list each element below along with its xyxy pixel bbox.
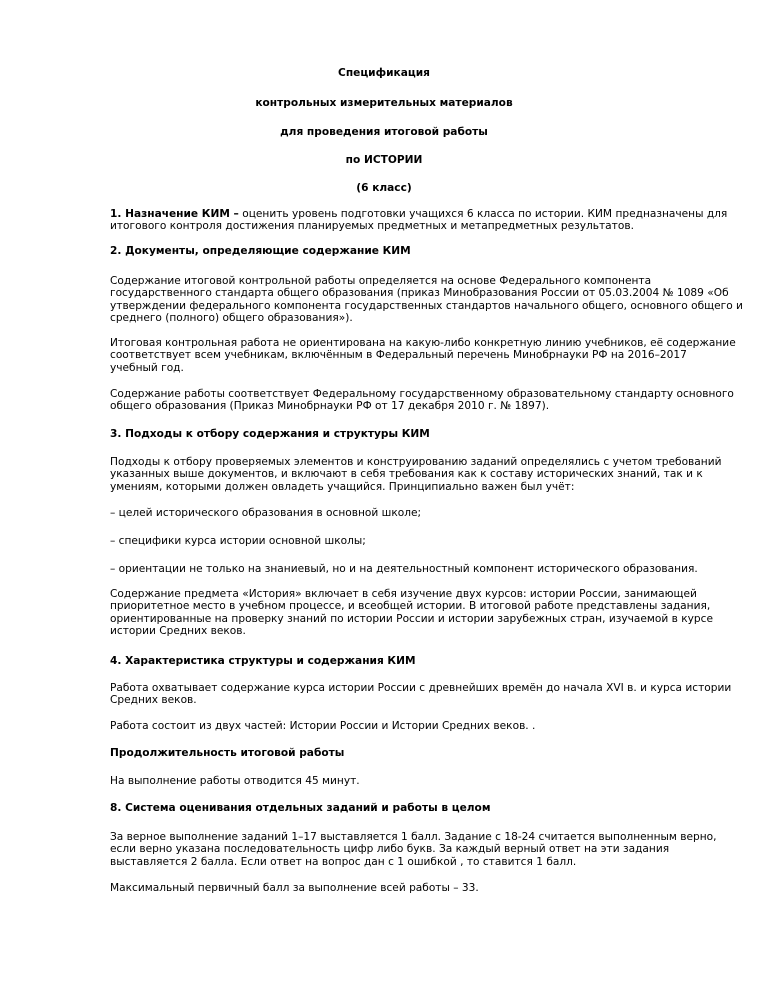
paragraph-line: если верно указана последовательность цифр либо букв. За каждый верный ответ на эти задания	[110, 843, 670, 856]
title-line-1: Спецификация	[338, 67, 430, 79]
paragraph-line: Содержание работы соответствует Федеральному государственному образовательному стандарту основного	[110, 388, 734, 400]
paragraph-line: соответствует всем учебникам, включённым в Федеральный перечень Минобрнауки РФ на 2016–2017	[110, 349, 687, 362]
section-2-heading: 2. Документы, определяющие содержание КИМ	[110, 245, 411, 257]
section-8-paragraph-2: Максимальный первичный балл за выполнение всей работы – 33.	[110, 882, 479, 894]
title-line-2: контрольных измерительных материалов	[255, 97, 513, 109]
paragraph-line: Работа охватывает содержание курса истории России с древнейших времён до начала XVI в. и курса истории	[110, 682, 732, 694]
duration-text: На выполнение работы отводится 45 минут.	[110, 775, 360, 787]
section-4-paragraph-1	[110, 682, 732, 707]
section-1-line-1	[110, 208, 728, 220]
paragraph-line: общего образования (Приказ Минобрнауки РФ от 17 декабря 2010 г. № 1897).	[110, 400, 550, 413]
section-4-paragraph-2: Работа состоит из двух частей: Истории России и Истории Средних веков. .	[110, 720, 536, 732]
paragraph-line: выставляется 2 балла. Если ответ на вопрос дан с 1 ошибкой , то ставится 1 балл.	[110, 855, 577, 868]
paragraph-line: Средних веков.	[110, 694, 197, 707]
section-1-heading: 1. Назначение КИМ –	[110, 208, 239, 220]
paragraph-line: государственного стандарта общего образования (приказ Минобразования России от 05.03.2004 № 1089 «Об	[110, 287, 729, 300]
paragraph-line: Подходы к отбору проверяемых элементов и конструированию заданий определялись с учетом требований	[110, 456, 722, 468]
section-3-paragraph-1	[110, 456, 722, 493]
paragraph-line: истории Средних веков.	[110, 625, 246, 638]
section-8-paragraph-1	[110, 831, 716, 868]
paragraph-line: Содержание предмета «История» включает в себя изучение двух курсов: истории России, занимающей	[110, 588, 697, 600]
paragraph-line: Итоговая контрольная работа не ориентирована на какую-либо конкретную линию учебников, её содержание	[110, 337, 736, 349]
section-3-heading: 3. Подходы к отбору содержания и структуры КИМ	[110, 428, 430, 440]
paragraph-line: указанных выше документов, и включают в себя требования как к составу исторических знаний, так и к	[110, 468, 703, 481]
paragraph-line: За верное выполнение заданий 1–17 выставляется 1 балл. Задание с 18-24 считается выполненным верно,	[110, 831, 717, 843]
paragraph-line: Содержание итоговой контрольной работы определяется на основе Федерального компонента	[110, 275, 652, 287]
duration-heading: Продолжительность итоговой работы	[110, 747, 345, 759]
title-line-3: для проведения итоговой работы	[280, 126, 488, 138]
paragraph-line: приоритетное место в учебном процессе, и всеобщей истории. В итоговой работе представлены задания,	[110, 600, 711, 613]
section-8-heading: 8. Система оценивания отдельных заданий и работы в целом	[110, 802, 491, 814]
section-1-line-2: итогового контроля достижения планируемых предметных и метапредметных результатов.	[110, 220, 634, 233]
title-line-4: по ИСТОРИИ	[345, 154, 423, 166]
section-2-paragraph-2	[110, 337, 736, 374]
list-item-1: – целей исторического образования в основной школе;	[110, 507, 422, 519]
section-1-line-1-text: оценить уровень подготовки учащихся 6 класса по истории. КИМ предназначены для	[238, 208, 728, 220]
paragraph-line: среднего (полного) общего образования»).	[110, 312, 353, 325]
title-line-5: (6 класс)	[356, 182, 412, 194]
section-4-heading: 4. Характеристика структуры и содержания КИМ	[110, 655, 416, 667]
section-2-paragraph-1	[110, 275, 743, 325]
paragraph-line: утверждении федерального компонента государственных стандартов начального общего, основного общего и	[110, 299, 743, 312]
paragraph-line: ориентированные на проверку знаний по истории России и истории зарубежных стран, изучаемой в курсе	[110, 612, 713, 625]
paragraph-line: умениям, которыми должен овладеть учащийся. Принципиально важен был учёт:	[110, 480, 575, 493]
paragraph-line: учебный год.	[110, 361, 184, 374]
list-item-2: – специфики курса истории основной школы;	[110, 535, 366, 547]
list-item-3: – ориентации не только на знаниевый, но и на деятельностный компонент исторического образования.	[110, 563, 698, 575]
section-2-paragraph-3	[110, 388, 734, 413]
section-1-purpose	[110, 208, 728, 233]
section-3-paragraph-2	[110, 588, 716, 638]
